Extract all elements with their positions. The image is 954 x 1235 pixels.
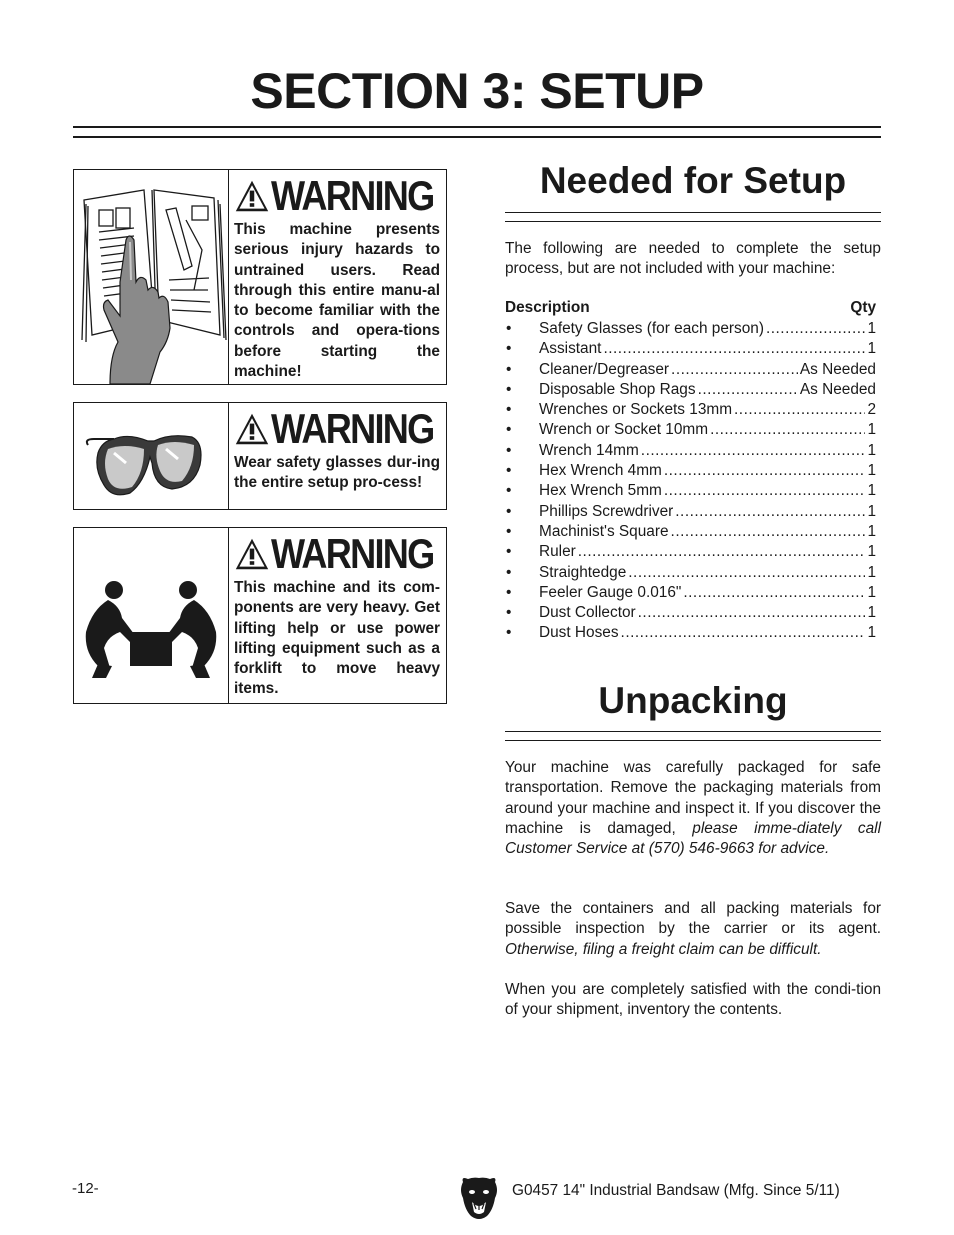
paragraph-italic-text: Otherwise, filing a freight claim can be difficult. (505, 940, 822, 958)
list-item: • Disposable Shop Rags ..... As Needed (505, 380, 876, 400)
list-item: • Machinist's Square ..... 1 (505, 522, 876, 542)
warning-box-lifting (73, 527, 447, 704)
warning-text: This machine presents serious injury hazards to untrained users. Read through this entire manu-al to become familiar with the controls and opera-tions before starting the machine! (234, 221, 440, 381)
description-column-header: Description (505, 299, 590, 316)
safety-glasses-icon (74, 403, 229, 509)
warning-triangle-icon (234, 411, 270, 447)
unpacking-rule-bottom (505, 740, 881, 741)
page-number: -12- (72, 1180, 99, 1197)
paragraph-text: Save the containers and all packing materials for possible inspection by the carrier or its agent. (505, 900, 881, 938)
needed-heading: Needed for Setup (539, 160, 847, 201)
warning-header (234, 174, 440, 218)
warning-word: WARNING (271, 530, 434, 577)
bear-logo-icon (459, 1176, 499, 1222)
list-item: • Wrench 14mm ..... 1 (505, 441, 876, 461)
unpacking-rule-top (505, 731, 881, 732)
unpacking-paragraph-3: When you are completely satisfied with the condi-tion of your shipment, inventory the contents. (505, 981, 881, 1019)
list-item: • Ruler ..... 1 (505, 542, 876, 562)
title-rule-top (73, 126, 881, 128)
list-item: • Assistant ..... 1 (505, 339, 876, 359)
unpacking-paragraph-2 (505, 899, 881, 960)
list-item: • Hex Wrench 4mm ..... 1 (505, 461, 876, 481)
needed-rule-bottom (505, 221, 881, 222)
warning-box-glasses (73, 402, 447, 510)
needed-intro: The following are needed to complete the setup process, but are not included with your machine: (505, 240, 881, 278)
warning-header (234, 407, 440, 451)
unpacking-paragraph-1 (505, 758, 881, 859)
list-item: • Cleaner/Degreaser ..... As Needed (505, 360, 876, 380)
unpacking-heading: Unpacking (598, 680, 788, 721)
paragraph-italic-text: please imme-diately call Customer Service at (570) 546-9663 for advice. (505, 819, 882, 858)
list-item: • Hex Wrench 5mm ..... 1 (505, 481, 876, 501)
list-item: • Safety Glasses (for each person) ..... 1 (505, 319, 876, 339)
list-item: • Wrench or Socket 10mm ..... 1 (505, 420, 876, 440)
list-item: • Dust Hoses ..... 1 (505, 623, 876, 643)
items-table-header (505, 299, 876, 317)
section-title: SECTION 3: SETUP (250, 63, 704, 119)
two-person-lift-icon (74, 528, 229, 703)
warning-triangle-icon (234, 178, 270, 214)
title-rule-bottom (73, 136, 881, 138)
qty-column-header: Qty (850, 299, 876, 316)
warning-header (234, 532, 440, 576)
needed-rule-top (505, 212, 881, 213)
warning-triangle-icon (234, 536, 270, 572)
manual-hand-icon (74, 170, 229, 384)
warning-text: Wear safety glasses dur-ing the entire setup pro-cess! (234, 454, 440, 492)
warning-box-manual (73, 169, 447, 385)
list-item: • Dust Collector ..... 1 (505, 603, 876, 623)
model-text: G0457 14" Industrial Bandsaw (Mfg. Since 5/11) (512, 1182, 840, 1199)
needed-items-list (505, 319, 876, 644)
list-item: • Straightedge ..... 1 (505, 563, 876, 583)
warning-word: WARNING (271, 172, 434, 219)
list-item: • Feeler Gauge 0.016" ..... 1 (505, 583, 876, 603)
warning-word: WARNING (271, 405, 434, 452)
list-item: • Wrenches or Sockets 13mm ..... 2 (505, 400, 876, 420)
paragraph-text: Your machine was carefully packaged for safe transportation. Remove the packaging materials from around your machine and inspect it. If you discover the machine is damaged, (505, 759, 881, 837)
list-item: • Phillips Screwdriver ..... 1 (505, 502, 876, 522)
warning-text: This machine and its com-ponents are very heavy. Get lifting help or use power lifting equipment such as a forklift to move heavy items. (234, 579, 440, 698)
